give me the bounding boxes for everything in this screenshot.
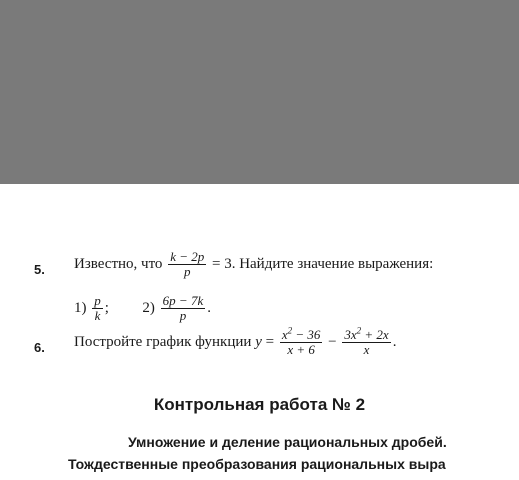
fraction-2-numerator: $3x^2 + 2x$: [344, 325, 389, 342]
test-topic-line-2: Тождественные преобразования рациональных выра: [68, 456, 446, 472]
item-1-fraction: [92, 294, 103, 323]
test-topic-line-1: Умножение и деление рациональных дробей.: [128, 434, 447, 450]
item-2-label: 2): [142, 299, 155, 316]
equals-sign: =: [265, 333, 275, 350]
function-fraction-2: [342, 325, 390, 357]
problem-6-end: .: [392, 333, 397, 350]
item-2-numerator: 6p − 7k: [162, 293, 204, 308]
problem-5-number: 5.: [34, 262, 45, 277]
minus-sign: −: [328, 333, 337, 350]
function-fraction-1: [280, 325, 323, 357]
problem-5-intro: Известно, что: [74, 255, 163, 272]
fraction-1-numerator: $x^2 - 36$: [281, 325, 321, 342]
item-1-label: 1): [74, 299, 87, 316]
problem-5-task: = 3. Найдите значение выражения:: [211, 255, 434, 272]
gray-header-area: [0, 0, 519, 184]
problem-5-statement: [74, 250, 433, 279]
fraction-2-denominator: x: [363, 342, 370, 357]
problem-5-items: [74, 294, 211, 323]
problem-5-given-fraction: [168, 250, 206, 279]
given-numerator: k − 2p: [170, 249, 205, 264]
item-2-denominator: p: [179, 308, 187, 323]
item-1-end: ;: [104, 299, 109, 316]
fraction-1-denominator: x + 6: [287, 342, 315, 357]
problem-6-statement: [74, 325, 397, 357]
item-1-numerator: p: [94, 293, 101, 308]
problem-6-intro: Постройте график функции: [74, 333, 252, 350]
test-title: Контрольная работа № 2: [153, 395, 366, 414]
item-1-denominator: k: [94, 308, 101, 323]
function-y: y: [255, 333, 262, 350]
item-2-fraction: [161, 294, 206, 323]
item-2-end: .: [207, 299, 211, 316]
given-denominator: p: [183, 264, 191, 279]
problem-6-number: 6.: [34, 340, 45, 355]
